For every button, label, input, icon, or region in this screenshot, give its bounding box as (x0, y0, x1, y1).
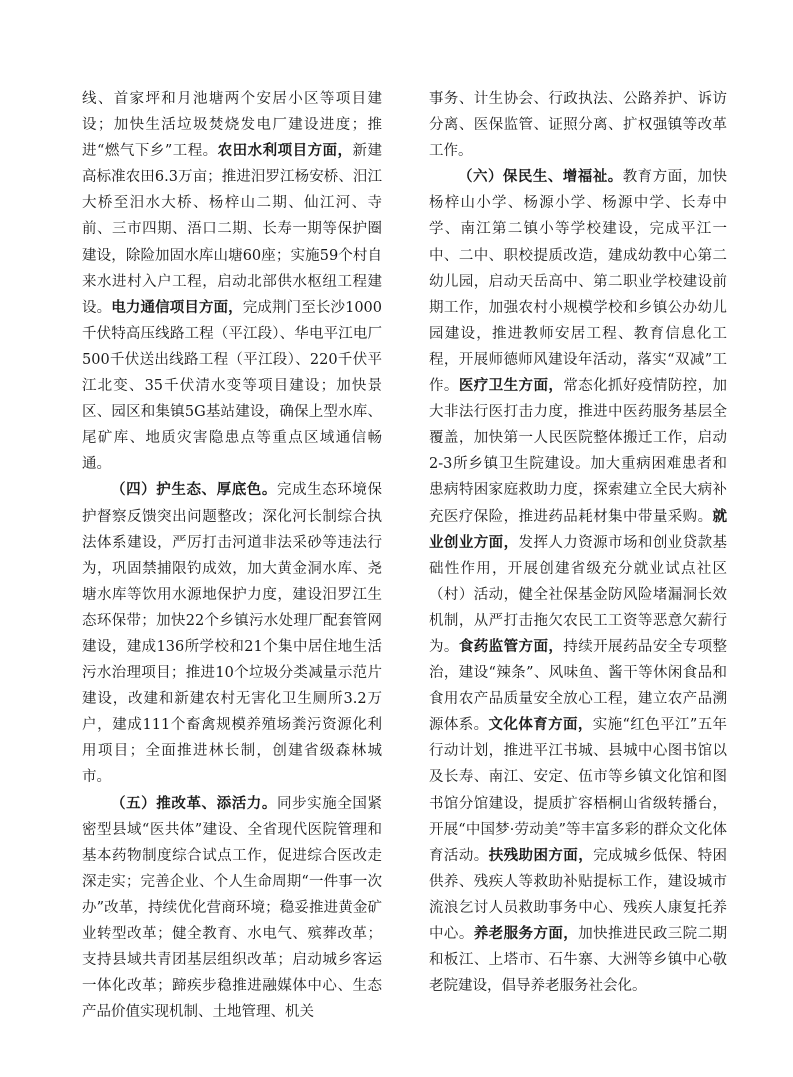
text: 发挥人力资源市场和创业贷款基础性作用，开展创建省级充分就业试点社区（村）活动，健全社保基金防风险堵漏洞长效机制，从严打击拖欠农民工工资等恶意欠薪行为。 (429, 534, 728, 655)
text: 完成荆门至长沙1000千伏特高压线路工程（平江段）、华电平江电厂500千伏送出线路工程（平江段）、220千伏平江北变、35千伏清水变等项目建设；加快景区、园区和集镇5G基站建设，确保上型水库、尾矿库、地质灾害隐患点等重点区域通信畅通。 (82, 299, 382, 473)
paragraph-livelihood (429, 164, 727, 999)
text: 同步实施全国紧密型县域“医共体”建设、全省现代医院管理和基本药物制度综合试点工作，促进综合医改走深走实；完善企业、个人生命周期“一件事一次办”改革，持续优化营商环境；稳妥推进黄金矿业转型改革；健全教育、水电气、殡葬改革；支持县域共青团基层组织改革；启动城乡客运一体化改革；蹄疾步稳推进融媒体中心、生态产品价值实现机制、土地管理、机关 (82, 795, 383, 1021)
right-column (429, 86, 727, 1077)
text: 教育方面，加快杨梓山小学、杨源小学、杨源中学、长寿中学、南江第二镇小等学校建设，完成平江一中、二中、职校提质改造，建成幼教中心第二幼儿园，启动天岳高中、第二职业学校建设前期工作，加强农村小规模学校和乡镇公办幼儿园建设，推进教师安居工程、教育信息化工程，开展师德师风建设年活动，落实“双减”工作。 (429, 169, 728, 395)
text: 事务、计生协会、行政执法、公路养护、诉访分离、医保监管、证照分离、扩权强镇等改革工作。 (429, 91, 727, 160)
paragraph-ecology (82, 477, 382, 790)
subheading-culture-sports: 文化体育方面， (488, 717, 593, 734)
text: 持续开展药品安全专项整治，建设“辣条”、风味鱼、酱干等休闲食品和食用农产品质量安全放心工程，建立农产品溯源体系。 (429, 638, 728, 734)
text: 加快推进民政三院二期和板江、上塔市、石牛寨、大洲等乡镇中心敬老院建设，倡导养老服务社会化。 (429, 926, 728, 995)
subheading-farmland-water: 农田水利项目方面， (217, 143, 353, 160)
section-heading-6: （六）保民生、增福祉。 (458, 169, 623, 186)
subheading-employment: 就业创业方面， (429, 508, 727, 551)
subheading-power-communication: 电力通信项目方面， (111, 299, 243, 316)
text: 实施“红色平江”五年行动计划，推进平江书城、县城中心图书馆以及长寿、南江、安定、伍市等乡镇文化馆和图书馆分馆建设，提质扩容梧桐山省级转播台，开展“中国梦·劳动美”等丰富多彩的群众文化体育活动。 (429, 717, 728, 864)
section-heading-5: （五）推改革、添活力。 (111, 795, 277, 812)
subheading-medical: 医疗卫生方面， (458, 378, 564, 395)
text: 完成城乡低保、特困供养、残疾人等救助补贴提标工作，建设城市流浪乞讨人员救助事务中心、残疾人康复托养中心。 (429, 847, 728, 942)
text: 常态化抓好疫情防控，加大非法行医打击力度，推进中医药服务基层全覆盖，加快第一人民医院整体搬迁工作，启动2-3所乡镇卫生院建设。加大重病困难患者和患病特困家庭救助力度，探索建立全民大病补充医疗保险，推进药品耗材集中带量采购。 (429, 378, 728, 525)
text: 线、首家坪和月池塘两个安居小区等项目建设；加快生活垃圾焚烧发电厂建设进度；推进“燃气下乡”工程。 (82, 91, 382, 160)
text: 新建高标准农田6.3万亩；推进汨罗江杨安桥、汨江大桥至汨水大桥、杨梓山二期、仙江河、寺前、三市四期、浯口二期、长寿一期等保护圈建设，除险加固水库山塘60座；实施59个村自来水进村入户工程，启动北部供水枢纽工程建设。 (82, 143, 383, 316)
section-heading-4: （四）护生态、厚底色。 (111, 482, 277, 499)
left-column (82, 86, 382, 1077)
paragraph-reform-continued (429, 86, 727, 164)
subheading-disability-aid: 扶残助困方面， (488, 847, 594, 864)
paragraph-reform (82, 791, 382, 1026)
paragraph-infrastructure (82, 86, 382, 477)
subheading-elderly-care: 养老服务方面， (473, 926, 579, 942)
text: 完成生态环境保护督察反馈突出问题整改；深化河长制综合执法体系建设，严厉打击河道非法采砂等违法行为，巩固禁捕限钓成效，加大黄金洞水库、尧塘水库等饮用水源地保护力度，建设汨罗江生态环保带；加快22个乡镇污水处理厂配套管网建设，建成136所学校和21个集中居住地生活污水治理项目；推进10个垃圾分类减量示范片建设，改建和新建农村无害化卫生厕所3.2万户，建成111个畜禽规模养殖场粪污资源化利用项目；全面推进林长制，创建省级森林城市。 (82, 482, 383, 786)
subheading-food-drug: 食药监管方面， (458, 638, 564, 655)
